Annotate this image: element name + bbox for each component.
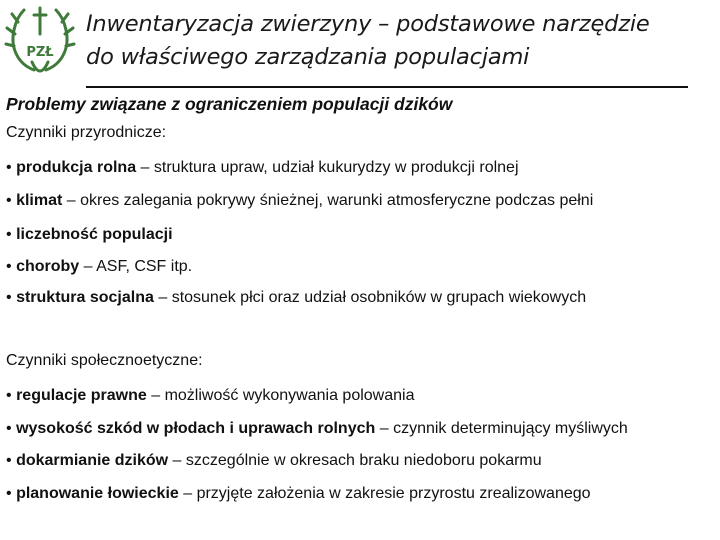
item-separator: – xyxy=(375,420,394,437)
bullet: • xyxy=(6,192,12,209)
item-desc: struktura upraw, udział kukurydzy w produkcji rolnej xyxy=(153,159,519,176)
list-item xyxy=(6,387,414,405)
natural-factors-label: Czynniki przyrodnicze: xyxy=(6,124,167,141)
list-item xyxy=(6,485,591,503)
list-item xyxy=(6,226,173,244)
bullet: • xyxy=(6,420,12,437)
item-desc: przyjęte założenia w zakresie przyrostu zrealizowanego xyxy=(196,485,591,502)
item-separator: – xyxy=(62,192,81,209)
list-item xyxy=(6,452,542,470)
item-term: klimat xyxy=(16,192,63,209)
item-separator: – xyxy=(79,258,97,275)
item-term: planowanie łowieckie xyxy=(16,485,179,502)
item-desc: okres zalegania pokrywy śnieżnej, warunki atmosferyczne podczas pełni xyxy=(80,192,594,209)
bullet: • xyxy=(6,485,12,502)
item-desc: szczególnie w okresach braku niedoboru pokarmu xyxy=(185,452,542,469)
bullet: • xyxy=(6,226,12,243)
item-term: choroby xyxy=(16,258,80,275)
page-title xyxy=(86,8,706,74)
list-item xyxy=(6,289,586,307)
item-term: regulacje prawne xyxy=(16,387,147,404)
list-item xyxy=(6,258,192,276)
pzl-antlers-logo-icon xyxy=(4,4,76,80)
item-separator: – xyxy=(146,387,165,404)
bullet: • xyxy=(6,289,12,306)
bullet: • xyxy=(6,258,12,275)
item-separator: – xyxy=(153,289,172,306)
list-item xyxy=(6,192,593,210)
bullet: • xyxy=(6,452,12,469)
title-divider xyxy=(86,86,688,88)
logo-text: PZŁ xyxy=(26,45,54,60)
bullet: • xyxy=(6,159,12,176)
item-term: wysokość szkód w płodach i uprawach rolnych xyxy=(16,420,376,437)
item-term: liczebność populacji xyxy=(16,226,173,243)
item-separator: – xyxy=(178,485,197,502)
item-term: struktura socjalna xyxy=(16,289,154,306)
item-desc: ASF, CSF itp. xyxy=(96,258,193,275)
title-line-2: do właściwego zarządzania populacjami xyxy=(86,44,530,70)
item-separator: – xyxy=(136,159,154,176)
bullet: • xyxy=(6,387,12,404)
section-heading: Problemy związane z ograniczeniem populacji dzików xyxy=(6,94,453,114)
item-term: produkcja rolna xyxy=(16,159,137,176)
item-desc: możliwość wykonywania polowania xyxy=(164,387,415,404)
title-line-1: Inwentaryzacja zwierzyny – podstawowe narzędzie xyxy=(86,11,650,37)
item-desc: stosunek płci oraz udział osobników w grupach wiekowych xyxy=(171,289,587,306)
list-item xyxy=(6,420,628,438)
item-term: dokarmianie dzików xyxy=(16,452,169,469)
social-factors-label: Czynniki społecznoetyczne: xyxy=(6,352,203,369)
list-item xyxy=(6,159,519,177)
item-desc: czynnik determinujący myśliwych xyxy=(393,420,628,437)
item-separator: – xyxy=(168,452,186,469)
